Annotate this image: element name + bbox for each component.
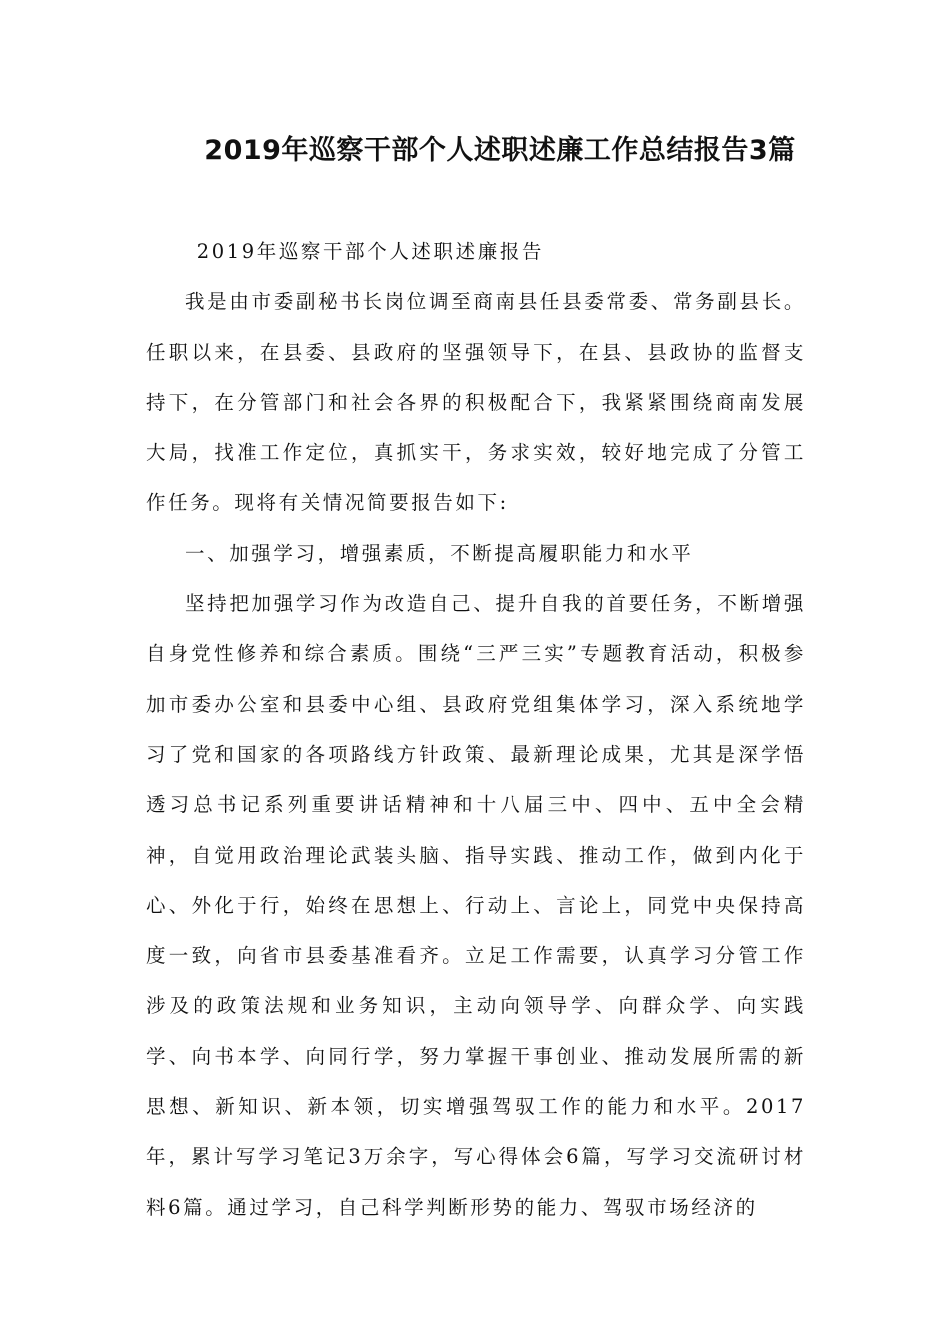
report-subtitle: 2019年巡察干部个人述职述廉报告	[196, 240, 545, 263]
paragraph-study: 坚持把加强学习作为改造自己、提升自我的首要任务，不断增强自身党性修养和综合素质。围绕“三严三实”专题教育活动，积极参加市委办公室和县委中心组、县政府党组集体学习，深入系统地学习了党和国家的各项路线方针政策、最新理论成果，尤其是深学悟透习总书记系列重要讲话精神和十八届三中、四中、五中全会精神，自觉用政治理论武装头脑、指导实践、推动工作，做到内化于心、外化于行，始终在思想上、行动上、言论上，同党中央保持高度一致，向省市县委基准看齐。立足工作需要，认真学习分管工作涉及的政策法规和业务知识，主动向领导学、向群众学、向实践学、向书本学、向同行学，努力掌握干事创业、推动发展所需的新思想、新知识、新本领，切实增强驾驭工作的能力和水平。2017年，累计写学习笔记3万余字，写心得体会6篇，写学习交流研讨材料6篇。通过学习，自己科学判断形势的能力、驾驭市场经济的	[146, 592, 806, 1219]
paragraph-intro: 我是由市委副秘书长岗位调至商南县任县委常委、常务副县长。任职以来，在县委、县政府的坚强领导下，在县、县政协的监督支持下，在分管部门和社会各界的积极配合下，我紧紧围绕商南发展大局，找准工作定位，真抓实干，务求实效，较好地完成了分管工作任务。现将有关情况简要报告如下:	[146, 290, 806, 515]
document-title: 2019年巡察干部个人述职述廉工作总结报告3篇	[204, 135, 796, 166]
document-body	[146, 227, 806, 1233]
section-heading-1: 一、加强学习，增强素质，不断提高履职能力和水平	[185, 541, 694, 565]
